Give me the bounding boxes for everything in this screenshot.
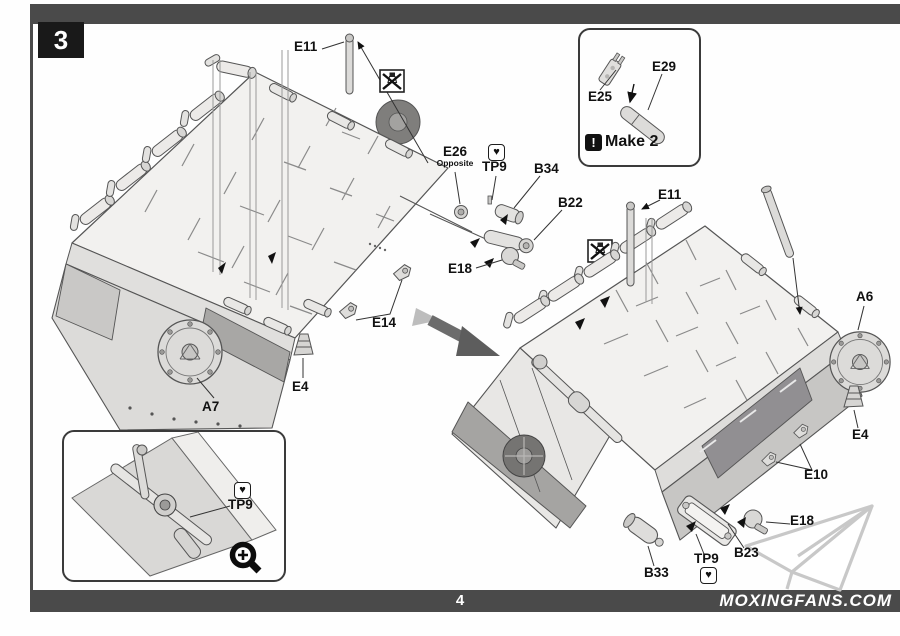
part-label-b33: B33 xyxy=(644,565,669,580)
part-label-e26-opposite: Opposite xyxy=(436,158,474,169)
no-glue-icon-left xyxy=(380,70,404,92)
part-label-tp9-inset: TP9 xyxy=(228,497,253,512)
part-label-e4-right: E4 xyxy=(852,427,869,442)
part-label-e14: E14 xyxy=(372,315,397,330)
polycap-icon-inset: ♥ xyxy=(234,482,251,499)
part-label-e10: E10 xyxy=(804,467,829,482)
part-label-e29: E29 xyxy=(652,59,677,74)
part-label-e26: E26 Opposite xyxy=(432,145,478,168)
part-label-e25: E25 xyxy=(588,89,613,104)
part-label-a7: A7 xyxy=(202,399,220,414)
polycap-icon-left: ♥ xyxy=(488,144,505,161)
part-label-b22: B22 xyxy=(558,195,583,210)
part-label-e11-right: E11 xyxy=(658,187,682,202)
part-label-a6: A6 xyxy=(856,289,874,304)
watermark-brand-text: MOXINGFANS.COM xyxy=(719,591,892,610)
part-label-e18-left: E18 xyxy=(448,261,473,276)
part-label-tp9-left: TP9 xyxy=(482,159,507,174)
alert-icon: ! xyxy=(585,134,602,151)
step-number: 3 xyxy=(53,24,69,55)
part-label-e11-left: E11 xyxy=(294,39,318,54)
part-label-b23: B23 xyxy=(734,545,759,560)
polycap-icon-right: ♥ xyxy=(700,567,717,584)
make-2-note xyxy=(585,133,658,151)
part-label-e4-left: E4 xyxy=(292,379,309,394)
part-label-b34: B34 xyxy=(534,161,559,176)
transform-arrow xyxy=(412,308,500,356)
part-label-tp9-right: TP9 xyxy=(694,551,719,566)
make-2-label: Make 2 xyxy=(605,133,659,150)
left-hull-drawing xyxy=(52,34,448,430)
page-number: 4 xyxy=(455,592,465,609)
part-label-e18-right: E18 xyxy=(790,513,815,528)
